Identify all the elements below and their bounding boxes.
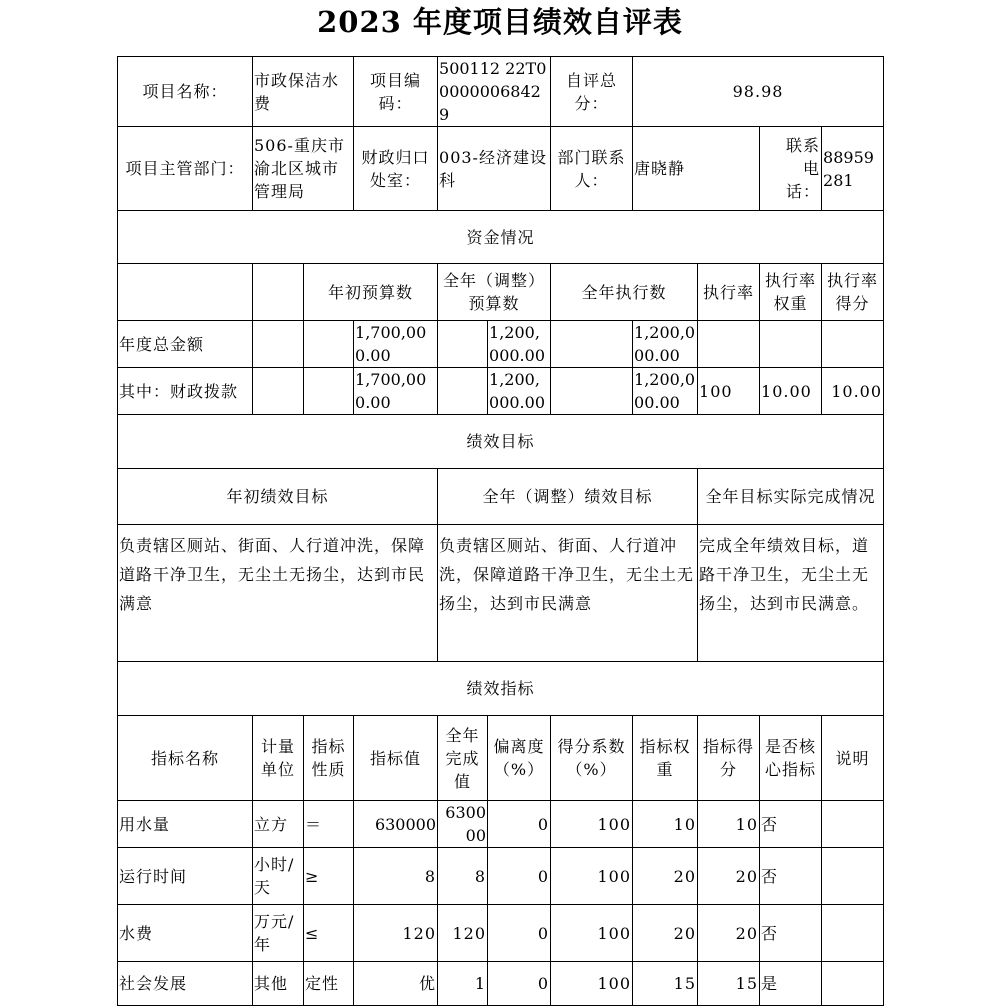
funds-adjusted: 1,200,000.00 <box>488 321 551 368</box>
ind-done: 630000 <box>438 801 488 848</box>
funds-cell-blank <box>253 321 304 368</box>
total-score: 98.98 <box>633 57 884 127</box>
project-code-label: 项目编码： <box>354 57 438 127</box>
ind-header-done: 全年完成值 <box>438 716 488 801</box>
funds-cell-blank <box>551 321 633 368</box>
project-code: 500112 22T000000068429 <box>438 57 551 127</box>
ind-score: 10 <box>698 801 760 848</box>
ind-deviation: 0 <box>488 848 551 905</box>
ind-coef: 100 <box>551 848 633 905</box>
ind-name: 运行时间 <box>118 848 253 905</box>
funds-cell-blank <box>551 368 633 415</box>
ind-header-nature: 指标性质 <box>304 716 354 801</box>
goals-initial-text: 负责辖区厕站、街面、人行道冲洗，保障道路干净卫生，无尘土无扬尘，达到市民满意 <box>118 525 438 662</box>
funds-weight: 10.00 <box>760 368 822 415</box>
ind-weight: 15 <box>633 962 698 1006</box>
funds-weight <box>760 321 822 368</box>
finance-label: 财政归口处室： <box>354 127 438 211</box>
ind-header-value: 指标值 <box>354 716 438 801</box>
phone-label: 联系电话： <box>760 127 822 211</box>
funds-score <box>822 321 884 368</box>
ind-weight: 20 <box>633 905 698 962</box>
page-title: 2023 年度项目绩效自评表 <box>317 5 683 39</box>
ind-name: 社会发展 <box>118 962 253 1006</box>
ind-core: 否 <box>760 848 822 905</box>
ind-value: 8 <box>354 848 438 905</box>
funds-rate <box>698 321 760 368</box>
ind-done: 8 <box>438 848 488 905</box>
table-row <box>118 801 884 848</box>
ind-deviation: 0 <box>488 962 551 1006</box>
funds-rate: 100 <box>698 368 760 415</box>
project-name: 市政保洁水费 <box>253 57 354 127</box>
ind-deviation: 0 <box>488 905 551 962</box>
funds-header-score: 执行率得分 <box>822 264 884 321</box>
ind-done: 120 <box>438 905 488 962</box>
ind-note <box>822 905 884 962</box>
ind-unit: 立方 <box>253 801 304 848</box>
ind-nature: ≤ <box>304 905 354 962</box>
funds-section-title: 资金情况 <box>118 211 884 264</box>
table-row <box>118 848 884 905</box>
project-name-label: 项目名称： <box>118 57 253 127</box>
funds-header-weight: 执行率权重 <box>760 264 822 321</box>
funds-row-label: 年度总金额 <box>118 321 253 368</box>
ind-core: 是 <box>760 962 822 1006</box>
ind-nature: ＝ <box>304 801 354 848</box>
ind-value: 优 <box>354 962 438 1006</box>
ind-note <box>822 962 884 1006</box>
table-row <box>118 905 884 962</box>
ind-weight: 10 <box>633 801 698 848</box>
dept-value: 506-重庆市渝北区城市管理局 <box>253 127 354 211</box>
funds-header-rate: 执行率 <box>698 264 760 321</box>
funds-executed: 1,200,000.00 <box>633 321 698 368</box>
ind-unit: 其他 <box>253 962 304 1006</box>
funds-executed: 1,200,000.00 <box>633 368 698 415</box>
ind-name: 水费 <box>118 905 253 962</box>
ind-header-score: 指标得分 <box>698 716 760 801</box>
funds-cell-blank <box>304 368 354 415</box>
ind-nature: ≥ <box>304 848 354 905</box>
table-row <box>118 962 884 1006</box>
ind-header-name: 指标名称 <box>118 716 253 801</box>
goals-actual-text: 完成全年绩效目标，道路干净卫生，无尘土无扬尘，达到市民满意。 <box>698 525 884 662</box>
finance-value: 003-经济建设科 <box>438 127 551 211</box>
funds-cell-blank <box>304 321 354 368</box>
ind-header-note: 说明 <box>822 716 884 801</box>
funds-adjusted: 1,200,000.00 <box>488 368 551 415</box>
ind-coef: 100 <box>551 905 633 962</box>
funds-row-label: 其中：财政拨款 <box>118 368 253 415</box>
ind-score: 20 <box>698 905 760 962</box>
ind-header-deviation: 偏离度（%） <box>488 716 551 801</box>
ind-coef: 100 <box>551 962 633 1006</box>
ind-score: 15 <box>698 962 760 1006</box>
ind-note <box>822 801 884 848</box>
ind-core: 否 <box>760 905 822 962</box>
funds-cell-blank <box>438 321 488 368</box>
goals-section-title: 绩效目标 <box>118 415 884 469</box>
funds-cell-blank <box>253 368 304 415</box>
funds-header-blank <box>118 264 253 321</box>
ind-name: 用水量 <box>118 801 253 848</box>
funds-score: 10.00 <box>822 368 884 415</box>
ind-value: 630000 <box>354 801 438 848</box>
goals-adjusted-text: 负责辖区厕站、街面、人行道冲洗，保障道路干净卫生，无尘土无扬尘，达到市民满意 <box>438 525 698 662</box>
ind-done: 1 <box>438 962 488 1006</box>
evaluation-table <box>117 56 884 1006</box>
funds-initial: 1,700,000.00 <box>354 321 438 368</box>
ind-header-coef: 得分系数（%） <box>551 716 633 801</box>
score-label: 自评总分： <box>551 57 633 127</box>
ind-value: 120 <box>354 905 438 962</box>
funds-header-executed: 全年执行数 <box>551 264 698 321</box>
ind-header-weight: 指标权重 <box>633 716 698 801</box>
ind-weight: 20 <box>633 848 698 905</box>
contact-label: 部门联系人： <box>551 127 633 211</box>
funds-header-initial: 年初预算数 <box>304 264 438 321</box>
ind-core: 否 <box>760 801 822 848</box>
ind-note <box>822 848 884 905</box>
dept-label: 项目主管部门： <box>118 127 253 211</box>
ind-deviation: 0 <box>488 801 551 848</box>
funds-header-blank <box>253 264 304 321</box>
funds-initial: 1,700,000.00 <box>354 368 438 415</box>
ind-score: 20 <box>698 848 760 905</box>
goals-initial-header: 年初绩效目标 <box>118 469 438 525</box>
ind-header-core: 是否核心指标 <box>760 716 822 801</box>
goals-actual-header: 全年目标实际完成情况 <box>698 469 884 525</box>
funds-cell-blank <box>438 368 488 415</box>
ind-coef: 100 <box>551 801 633 848</box>
phone-value: 88959281 <box>822 127 884 211</box>
funds-header-adjusted: 全年（调整）预算数 <box>438 264 551 321</box>
ind-header-unit: 计量单位 <box>253 716 304 801</box>
ind-unit: 万元/年 <box>253 905 304 962</box>
ind-unit: 小时/天 <box>253 848 304 905</box>
indicators-section-title: 绩效指标 <box>118 662 884 716</box>
goals-adjusted-header: 全年（调整）绩效目标 <box>438 469 698 525</box>
contact-value: 唐晓静 <box>633 127 760 211</box>
ind-nature: 定性 <box>304 962 354 1006</box>
